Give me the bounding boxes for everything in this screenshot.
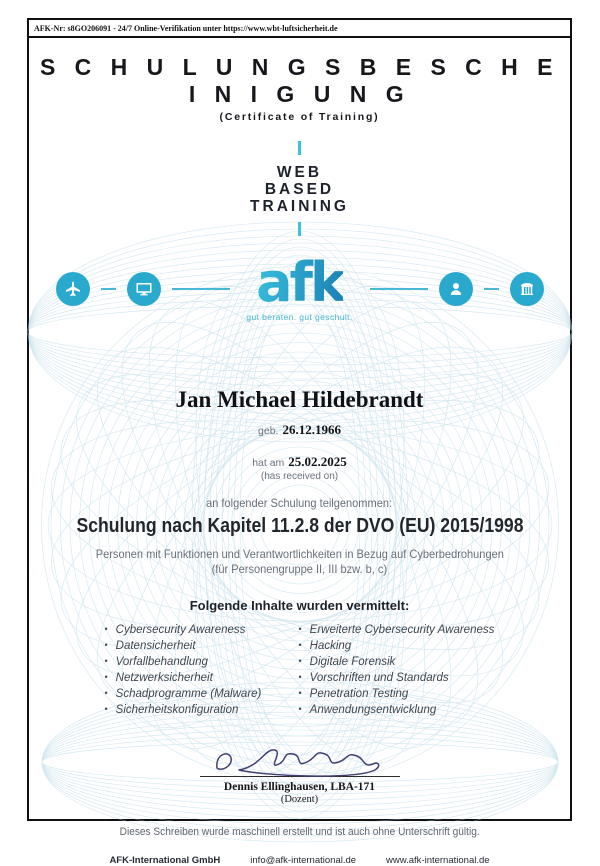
connector-dash xyxy=(484,288,499,290)
connector-dash xyxy=(172,288,230,290)
certificate-frame xyxy=(27,18,572,866)
verification-bar: AFK-Nr: s8GO206091 - 24/7 Online-Verifikation unter https://www.wbt-luftsicherheit.de xyxy=(29,20,570,38)
contents-lists xyxy=(29,622,570,718)
building-icon xyxy=(510,272,544,306)
birth-label: geb. xyxy=(258,425,279,437)
training-type-label xyxy=(29,164,570,215)
received-label: hat am xyxy=(252,457,285,469)
signer-role: (Dozent) xyxy=(280,794,319,805)
afk-logo-text: afk xyxy=(256,251,343,314)
list-item: • Cybersecurity Awareness xyxy=(105,622,273,638)
course-title: Schulung nach Kapitel 11.2.8 der DVO (EU) 2015/1998 xyxy=(75,515,524,537)
machine-generated-note: Dieses Schreiben wurde maschinell erstellt und ist auch ohne Unterschrift gültig. xyxy=(119,826,480,838)
divider-dash-top xyxy=(298,141,301,155)
signer-name: Dennis Ellinghausen, LBA-171 xyxy=(223,781,376,793)
course-description-line2: (für Personengruppe II, III bzw. b, c) xyxy=(211,562,388,576)
footer-email: info@afk-international.de xyxy=(250,855,357,866)
training-type-line: TRAINING xyxy=(250,198,349,215)
list-item: • Netzwerksicherheit xyxy=(105,670,273,686)
list-item: • Sicherheitskonfiguration xyxy=(105,702,273,718)
afk-logo xyxy=(241,251,359,322)
contents-heading: Folgende Inhalte wurden vermittelt: xyxy=(189,598,410,613)
received-date: 25.02.2025 xyxy=(288,454,347,469)
footer-website: www.afk-international.de xyxy=(386,855,490,866)
footer-bar xyxy=(29,855,570,866)
contents-list-left xyxy=(105,622,273,718)
plane-icon xyxy=(56,272,90,306)
certificate-title: S C H U L U N G S B E S C H E I N I G U N G xyxy=(39,54,560,107)
birth-line xyxy=(29,422,570,438)
list-item: • Digitale Forensik xyxy=(299,654,495,670)
certificate-subtitle: (Certificate of Training) xyxy=(219,111,380,123)
list-item: • Datensicherheit xyxy=(105,638,273,654)
training-type-line: BASED xyxy=(264,181,335,198)
list-item: • Penetration Testing xyxy=(299,686,495,702)
list-item: • Vorschriften und Standards xyxy=(299,670,495,686)
contents-list-right xyxy=(299,622,495,718)
course-intro: an folgender Schulung teilgenommen: xyxy=(206,496,393,510)
course-description-line1: Personen mit Funktionen und Verantwortlichkeiten in Bezug auf Cyberbedrohungen xyxy=(95,547,504,561)
logo-row xyxy=(29,243,570,335)
signature-block xyxy=(195,740,405,805)
divider-dash-bottom xyxy=(298,222,301,236)
monitor-icon xyxy=(127,272,161,306)
connector-dash xyxy=(101,288,116,290)
person-icon xyxy=(439,272,473,306)
recipient-name: Jan Michael Hildebrandt xyxy=(175,387,424,412)
list-item: • Hacking xyxy=(299,638,495,654)
connector-dash xyxy=(370,288,428,290)
list-item: • Vorfallbehandlung xyxy=(105,654,273,670)
course-description xyxy=(29,547,570,577)
footer-company: AFK-International GmbH xyxy=(109,855,221,866)
list-item: • Anwendungsentwicklung xyxy=(299,702,495,718)
list-item: • Schadprogramme (Malware) xyxy=(105,686,273,702)
afk-logo-slogan: gut beraten. gut geschult. xyxy=(246,312,353,322)
birth-date: 26.12.1966 xyxy=(282,422,341,437)
received-line xyxy=(29,454,570,470)
training-type-line: WEB xyxy=(276,164,323,181)
received-subtext: (has received on) xyxy=(260,471,339,482)
certificate-content xyxy=(29,20,570,866)
list-item: • Erweiterte Cybersecurity Awareness xyxy=(299,622,495,638)
